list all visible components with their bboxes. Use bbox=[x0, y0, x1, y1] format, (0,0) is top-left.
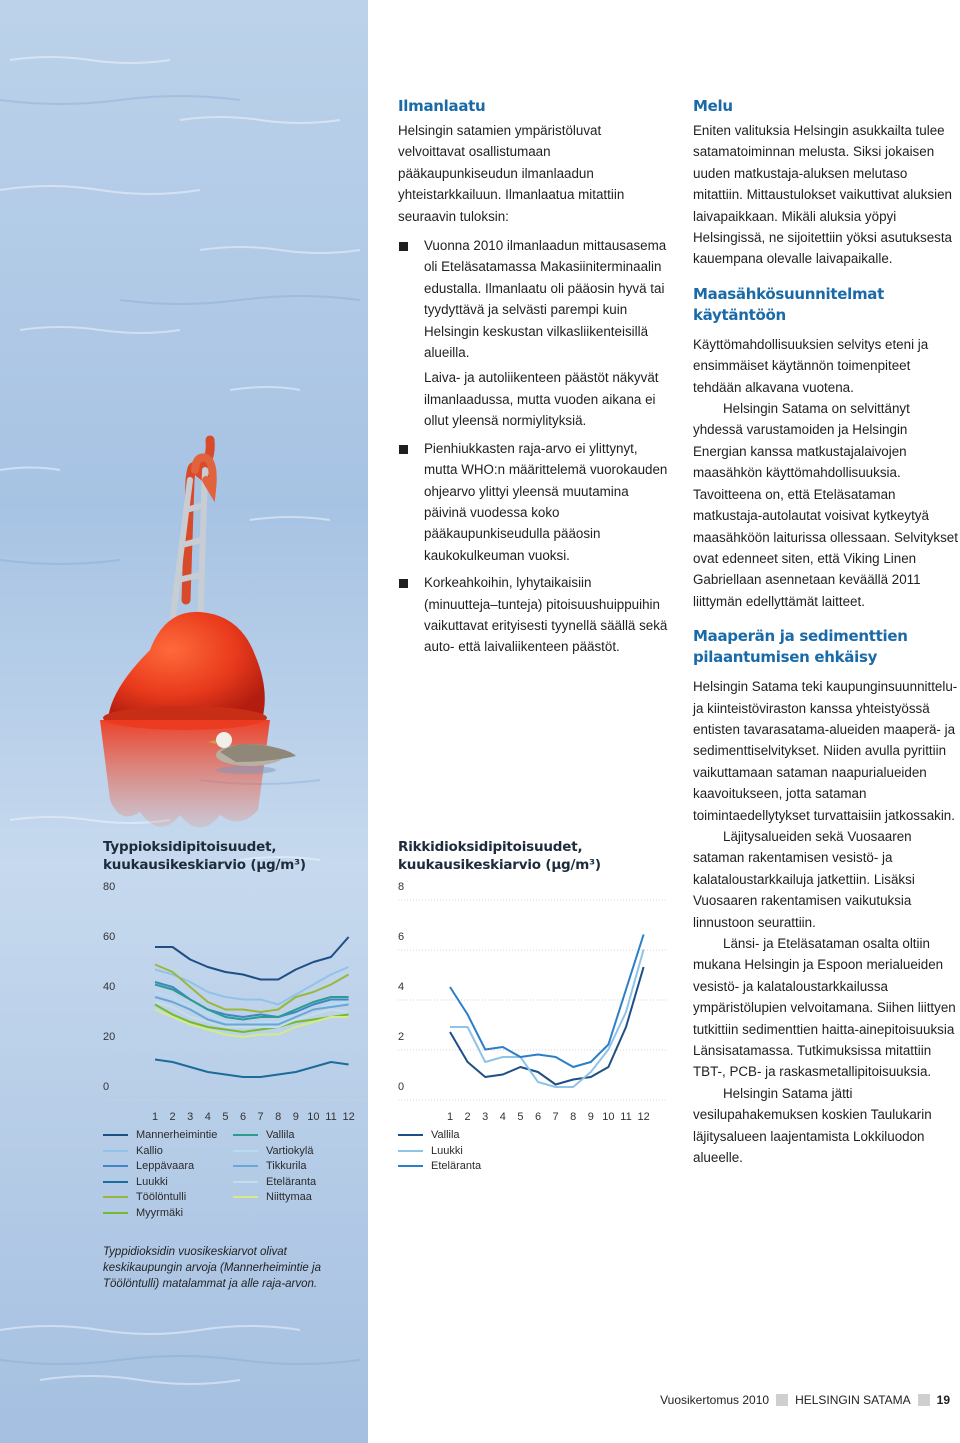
x-tick-label: 12 bbox=[637, 1111, 650, 1123]
shore-power-paragraph-2: Helsingin Satama on selvittänyt yhdessä varustamoiden ja Helsingin Energian kanssa matkustajalaivojen maasähkön käyttömahdollisuuksia. Tavoitteena on, että Eteläsataman matkustaja-autolautat voisivat kytkeytyä maasähköön laiturissa ollessaan. Selvitykset ovat edenneet siten, että Viking Linen Gabriellaan asennetaan keväällä 2011 liittymän edellyttämät laitteet. bbox=[693, 401, 958, 609]
legend-swatch bbox=[103, 1212, 128, 1214]
chart2-legend bbox=[398, 1128, 666, 1188]
legend-swatch bbox=[103, 1134, 128, 1136]
legend-item bbox=[103, 1144, 163, 1158]
bullet-item bbox=[398, 438, 668, 566]
y-tick-label: 0 bbox=[398, 1081, 405, 1093]
bullet-item bbox=[398, 572, 668, 658]
legend-swatch bbox=[233, 1150, 258, 1152]
series-line-luukki bbox=[155, 1060, 349, 1078]
legend-label: Tikkurila bbox=[266, 1160, 307, 1173]
y-tick-label: 4 bbox=[398, 981, 405, 993]
legend-item bbox=[233, 1175, 316, 1189]
legend-swatch bbox=[233, 1196, 258, 1198]
legend-label: Niittymaa bbox=[266, 1191, 312, 1204]
legend-item bbox=[103, 1190, 186, 1204]
y-tick-label: 8 bbox=[398, 882, 405, 893]
air-quality-intro: Helsingin satamien ympäristöluvat velvoittavat osallistumaan pääkaupunkiseudun ilmanlaadun yhteistarkkailuun. Ilmanlaatua mitattiin seuraavin tuloksin: bbox=[398, 123, 625, 224]
bullet-square-icon bbox=[399, 579, 408, 588]
legend-item bbox=[103, 1159, 194, 1173]
legend-label: Eteläranta bbox=[431, 1160, 482, 1173]
chart1-caption: Typpidioksidin vuosikeskiarvot olivat keskikaupungin arvoja (Mannerheimintie ja Töölöntulli) matalammat ja alle raja-arvon. bbox=[103, 1246, 321, 1290]
legend-swatch bbox=[103, 1165, 128, 1167]
legend-label: Kallio bbox=[136, 1144, 163, 1157]
chart1-title-line2: kuukausikeskiarvio (µg/m³) bbox=[103, 857, 306, 873]
legend-swatch bbox=[233, 1165, 258, 1167]
x-tick-label: 5 bbox=[517, 1111, 524, 1123]
sediment-paragraph-4: Helsingin Satama jätti vesilupahakemuksen koskien Taulukarin läjitysalueen laajentamista Lokkiluodon alueelle. bbox=[693, 1085, 932, 1166]
legend-item bbox=[233, 1128, 295, 1142]
sediment-paragraph-3: Länsi- ja Eteläsataman osalta oltiin mukana Helsingin ja Espoon merialueiden vesistö- ja kalataloustarkkailussa ympäristölupien velvoitamana. Siihen liittyen tutkittiin sedimenttien haitta-ainepitoisuuksia Länsisatamassa. Tutkimuksissa mitattiin TBT-, PCB- ja raskasmetallipitoisuuksia. bbox=[693, 936, 956, 1080]
x-tick-label: 7 bbox=[257, 1111, 264, 1123]
legend-label: Mannerheimintie bbox=[136, 1129, 218, 1141]
x-tick-label: 6 bbox=[534, 1111, 542, 1123]
footer-report-title: Vuosikertomus 2010 bbox=[660, 1393, 770, 1407]
bullet-item-continuation bbox=[398, 367, 668, 431]
x-tick-label: 11 bbox=[325, 1111, 337, 1123]
legend-swatch bbox=[398, 1165, 423, 1167]
legend-label: Leppävaara bbox=[136, 1160, 195, 1173]
right-column bbox=[693, 96, 958, 1168]
legend-item bbox=[233, 1190, 312, 1204]
legend-label: Myyrmäki bbox=[136, 1207, 184, 1219]
air-quality-bullets bbox=[398, 235, 668, 658]
chart1-title bbox=[103, 838, 306, 874]
y-tick-label: 20 bbox=[103, 1031, 116, 1043]
legend-label: Vallila bbox=[266, 1129, 295, 1141]
chart2-title bbox=[398, 838, 601, 874]
legend-swatch bbox=[103, 1181, 128, 1183]
x-tick-label: 1 bbox=[446, 1111, 454, 1123]
legend-swatch bbox=[398, 1150, 423, 1152]
x-tick-label: 3 bbox=[187, 1111, 194, 1123]
y-tick-label: 60 bbox=[103, 931, 116, 943]
sulphur-dioxide-line-chart bbox=[398, 882, 666, 1132]
y-tick-label: 0 bbox=[103, 1081, 110, 1093]
legend-swatch bbox=[233, 1134, 258, 1136]
sulphur-dioxide-chart-panel bbox=[398, 838, 666, 1198]
bullet-text: Laiva- ja autoliikenteen päästöt näkyvät ilmanlaadussa, mutta vuoden aikana ei ollut yleensä normiylityksiä. bbox=[424, 370, 659, 429]
y-tick-label: 6 bbox=[398, 931, 405, 943]
nitrogen-dioxide-chart-panel bbox=[103, 838, 365, 1238]
x-tick-label: 2 bbox=[169, 1111, 176, 1123]
legend-swatch bbox=[103, 1196, 128, 1198]
series-line-eteläranta bbox=[450, 935, 644, 1068]
bullet-text: Pienhiukkasten raja-arvo ei ylittynyt, mutta WHO:n määrittelemä vuorokauden ohjearvo ylittyi yleensä muutamina päivinä vuodessa koko pääkaupunkiseudulla pääosin kaukokulkeuman vuoksi. bbox=[424, 440, 668, 563]
page-number: 19 bbox=[936, 1393, 950, 1407]
x-tick-label: 5 bbox=[222, 1111, 229, 1123]
legend-label: Luukki bbox=[136, 1175, 168, 1188]
x-tick-label: 7 bbox=[552, 1111, 559, 1123]
noise-paragraph: Eniten valituksia Helsingin asukkailta tulee satamatoiminnan melusta. Siksi jokaisen uuden matkustaja-aluksen melutaso mitattiin. Mittaustulokset vaikuttivat aluksien laivapaikkaan. Mikäli aluksia yöpyi Helsingissä, ne sijoitettiin yöksi asutuksesta kauempana olevalle laivapaikalle. bbox=[693, 123, 953, 267]
page-footer bbox=[660, 1393, 950, 1407]
series-line-kallio bbox=[155, 967, 349, 1005]
series-line-mannerheimintie bbox=[155, 937, 349, 980]
x-tick-label: 10 bbox=[602, 1111, 615, 1123]
legend-label: Luukki bbox=[431, 1144, 463, 1157]
chart2-title-line1: Rikkidioksidipitoisuudet, bbox=[398, 839, 583, 855]
x-tick-label: 2 bbox=[464, 1111, 471, 1123]
x-tick-label: 1 bbox=[151, 1111, 159, 1123]
nitrogen-dioxide-line-chart bbox=[103, 882, 365, 1132]
x-tick-label: 11 bbox=[620, 1111, 632, 1123]
x-tick-label: 4 bbox=[204, 1111, 211, 1123]
legend-label: Töölöntulli bbox=[136, 1191, 187, 1204]
series-line-luukki bbox=[450, 950, 644, 1088]
bullet-item bbox=[398, 235, 668, 363]
legend-item bbox=[398, 1144, 463, 1158]
shore-power-paragraph-1: Käyttömahdollisuuksien selvitys eteni ja ensimmäiset käytännön toimenpiteet tehdään alkavana vuotena. bbox=[693, 336, 929, 395]
legend-item bbox=[103, 1128, 217, 1142]
legend-swatch bbox=[233, 1181, 258, 1183]
x-tick-label: 10 bbox=[307, 1111, 320, 1123]
y-tick-label: 2 bbox=[398, 1031, 405, 1043]
y-tick-label: 80 bbox=[103, 882, 116, 893]
legend-label: Vartiokylä bbox=[266, 1144, 314, 1157]
sediment-paragraph-1: Helsingin Satama teki kaupunginsuunnittelu- ja kiinteistöviraston kanssa yhteistyössä entisten tavarasatama-alueiden maaperä- ja sedimenttiselvitykset. Niiden avulla pyrittiin vaikuttamaan sataman naapurialueiden kaavoitukseen, jotta sataman toimintaedellytykset turvattaisiin jatkossakin. bbox=[693, 679, 958, 823]
legend-swatch bbox=[398, 1134, 423, 1136]
bullet-square-icon bbox=[399, 242, 408, 251]
footer-separator-square bbox=[776, 1394, 788, 1406]
chart1-title-line1: Typpioksidipitoisuudet, bbox=[103, 839, 277, 855]
legend-label: Vallila bbox=[431, 1129, 460, 1141]
legend-swatch bbox=[103, 1150, 128, 1152]
x-tick-label: 8 bbox=[570, 1111, 577, 1123]
x-tick-label: 3 bbox=[482, 1111, 489, 1123]
legend-item bbox=[233, 1159, 307, 1173]
x-tick-label: 8 bbox=[275, 1111, 282, 1123]
legend-item bbox=[398, 1159, 481, 1173]
legend-item bbox=[103, 1175, 168, 1189]
chart2-title-line2: kuukausikeskiarvio (µg/m³) bbox=[398, 857, 601, 873]
legend-item bbox=[233, 1144, 313, 1158]
bullet-text: Vuonna 2010 ilmanlaadun mittausasema oli Eteläsatamassa Makasiiniterminaalin edustalla. Ilmanlaatu oli pääosin hyvä tai tyydyttävä ja selvästi parempi kuin Helsingin keskustan vilkasliikenteisillä alueilla. bbox=[424, 238, 667, 361]
bullet-text: Korkeahkoihin, lyhytaikaisiin (minuutteja–tunteja) pitoisuushuippuihin vaikuttavat erityisesti tyynellä säällä sekä auto- että laivaliikenteen päästöt. bbox=[424, 575, 668, 655]
legend-item bbox=[398, 1128, 460, 1142]
x-tick-label: 4 bbox=[499, 1111, 506, 1123]
air-quality-heading: Ilmanlaatu bbox=[398, 97, 486, 115]
sediment-heading: Maaperän ja sedimenttien pilaantumisen ehkäisy bbox=[693, 627, 908, 667]
air-quality-section bbox=[398, 96, 668, 664]
x-tick-label: 9 bbox=[292, 1111, 299, 1123]
x-tick-label: 12 bbox=[342, 1111, 355, 1123]
series-line-töölöntulli bbox=[155, 965, 349, 1013]
y-tick-label: 40 bbox=[103, 981, 116, 993]
shore-power-heading: Maasähkösuunnitelmat käytäntöön bbox=[693, 284, 884, 324]
chart1-legend bbox=[103, 1128, 365, 1228]
legend-label: Eteläranta bbox=[266, 1175, 317, 1188]
footer-organization: HELSINGIN SATAMA bbox=[795, 1393, 911, 1407]
bullet-square-icon bbox=[399, 445, 408, 454]
x-tick-label: 9 bbox=[587, 1111, 594, 1123]
x-tick-label: 6 bbox=[239, 1111, 247, 1123]
legend-item bbox=[103, 1206, 183, 1220]
footer-separator-square bbox=[918, 1394, 930, 1406]
noise-heading: Melu bbox=[693, 97, 733, 115]
sediment-paragraph-2: Läjitysalueiden sekä Vuosaaren sataman rakentamisen vesistö- ja kalataloustarkkailuja jatkettiin. Lisäksi Vuosaaren rakentamisen vaikutuksia linnustoon seurattiin. bbox=[693, 828, 915, 930]
